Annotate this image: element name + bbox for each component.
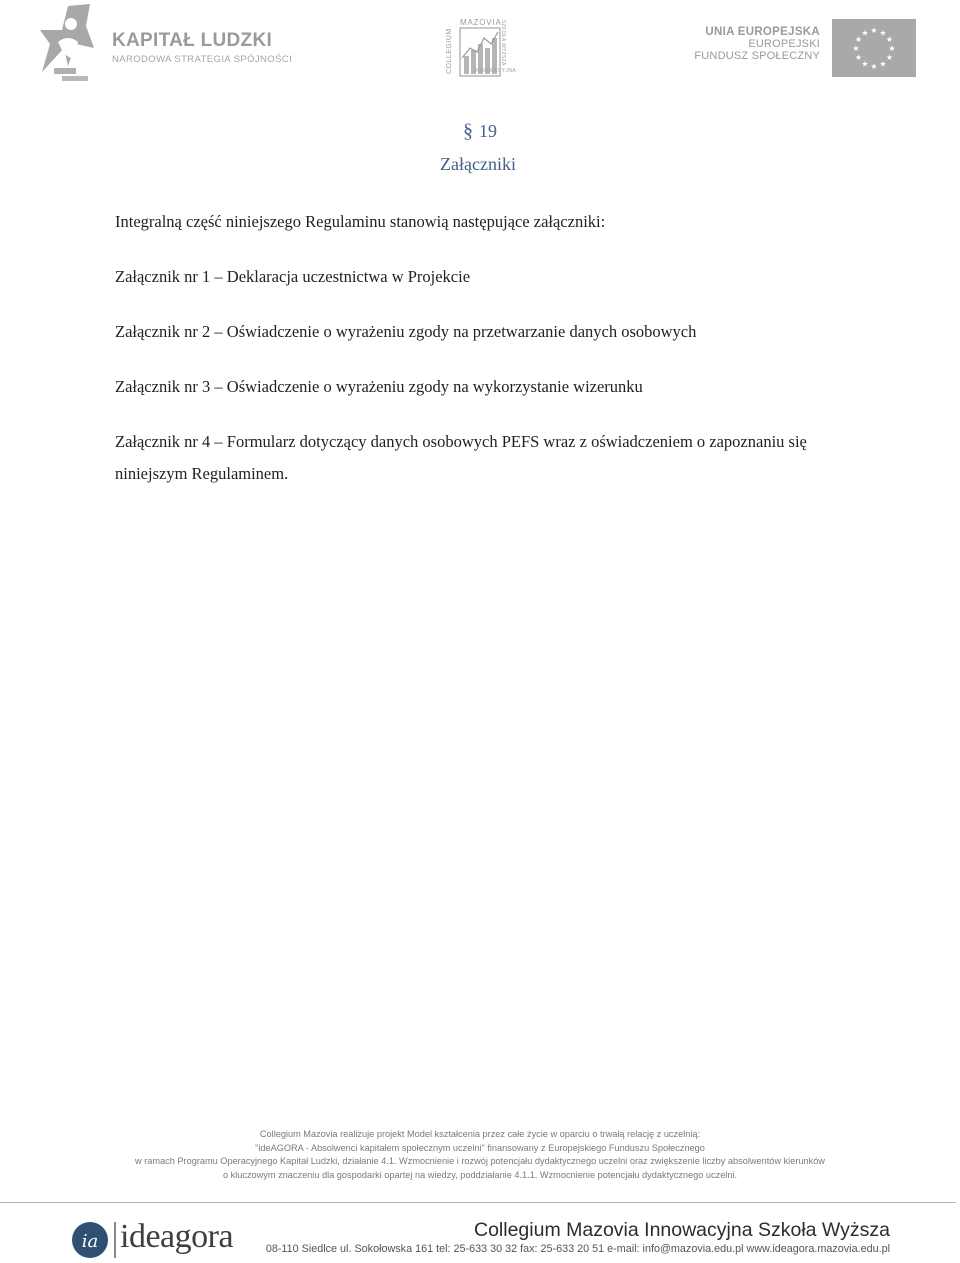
section-heading-number <box>0 120 960 143</box>
ideagora-logo-text: ideagora <box>120 1218 234 1255</box>
attachment-item-1: Załącznik nr 1 – Deklaracja uczestnictwa w Projekcie <box>115 267 471 286</box>
footer-divider <box>0 1202 956 1203</box>
footer-note-line: "ideAGORA - Absolwenci kapitałem społecznym uczelni" finansowany z Europejskiego Funduszu Społecznego <box>255 1142 705 1153</box>
kapital-ludzki-subtitle: NARODOWA STRATEGIA SPÓJNOŚCI <box>112 54 293 65</box>
innowacyjna-word: INNOWACYJNA <box>474 68 517 74</box>
svg-text:★: ★ <box>885 35 894 44</box>
svg-text:★: ★ <box>870 26 878 35</box>
mazovia-word: MAZOVIA <box>460 18 502 27</box>
svg-text:★: ★ <box>888 44 896 53</box>
footer-note-line: o kluczowym znaczeniu dla gospodarki opartej na wiedzy, poddziałanie 4.1.1. Wzmocnienie potencjału dydaktycznego uczelni. <box>222 1169 738 1180</box>
svg-text:★: ★ <box>879 28 887 38</box>
szkola-wyzsza-word: SZKOŁA WYŻSZA <box>500 20 506 66</box>
attachment-item-4: Załącznik nr 4 – Formularz dotyczący danych osobowych PEFS wraz z oświadczeniem o zapoznaniu się niniejszym Regulaminem. <box>115 432 807 483</box>
collegium-word: COLLEGIUM <box>446 28 453 74</box>
section-symbol: § <box>463 120 473 142</box>
footer-note-line: Collegium Mazovia realizuje projekt Model kształcenia przez całe życie w oparciu o trwałą relację z uczelnią: <box>259 1129 701 1139</box>
svg-text:★: ★ <box>854 53 863 62</box>
footer-project-notes <box>0 1128 960 1182</box>
attachment-item-2: Załącznik nr 2 – Oświadczenie o wyrażeniu zgody na przetwarzanie danych osobowych <box>115 322 697 341</box>
svg-text:★: ★ <box>885 53 894 62</box>
svg-text:★: ★ <box>852 44 860 53</box>
svg-text:★: ★ <box>879 59 887 69</box>
intro-paragraph: Integralną część niniejszego Regulaminu stanowią następujące załączniki: <box>115 212 606 231</box>
institution-address: 08-110 Siedlce ul. Sokołowska 161 tel: 25-633 30 32 fax: 25-633 20 51 e-mail: info@mazovia.edu.pl www.ideagora.mazovia.edu.pl <box>265 1243 890 1255</box>
footer-note-line: w ramach Programu Operacyjnego Kapitał Ludzki, działanie 4.1. Wzmocnienie i rozwój potencjału dydaktycznego uczelni oraz zwiększenie liczby absolwentów kierunków <box>135 1156 825 1166</box>
institution-name: Collegium Mazovia Innowacyjna Szkoła Wyższa <box>474 1219 890 1241</box>
attachment-item-3: Załącznik nr 3 – Oświadczenie o wyrażeniu zgody na wykorzystanie wizerunku <box>115 377 643 396</box>
eu-flag-icon <box>832 19 916 77</box>
ideagora-ia-logo-icon <box>70 1220 110 1260</box>
kapital-ludzki-title: KAPITAŁ LUDZKI <box>112 30 273 51</box>
eu-line-3: FUNDUSZ SPOŁECZNY <box>694 50 820 62</box>
section-title: Załączniki <box>440 154 516 174</box>
svg-text:★: ★ <box>870 62 878 71</box>
ia-logo-text: ia <box>81 1231 99 1252</box>
svg-text:★: ★ <box>861 28 869 38</box>
eu-line-1: UNIA EUROPEJSKA <box>705 26 820 38</box>
page-header <box>0 0 960 95</box>
svg-text:★: ★ <box>854 35 863 44</box>
logo-separator <box>114 1222 116 1258</box>
eu-label <box>694 26 820 62</box>
eu-line-2: EUROPEJSKI <box>748 38 820 50</box>
svg-text:★: ★ <box>861 59 869 69</box>
section-number: 19 <box>479 121 497 141</box>
kapital-ludzki-star-figure-icon <box>38 4 98 84</box>
